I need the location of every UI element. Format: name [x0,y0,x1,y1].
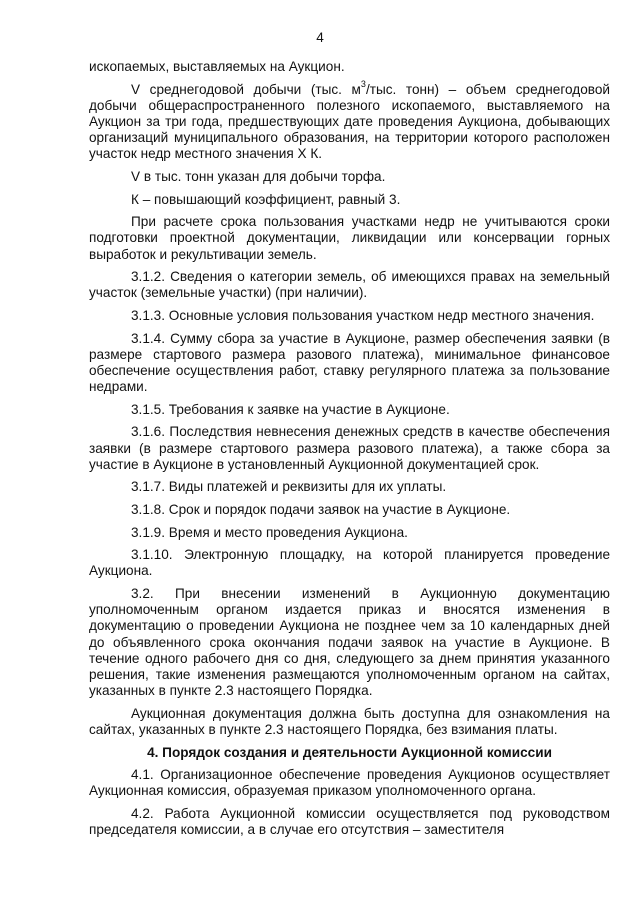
paragraph: 4.2. Работа Аукционной комиссии осуществляется под руководством председателя комиссии, а в случае его отсутствия – заместителя [89,805,610,837]
paragraph: ископаемых, выставляемых на Аукцион. [89,59,345,74]
paragraph: 3.1.10. Электронную площадку, на которой планируется проведение Аукциона. [89,547,610,579]
paragraph: V в тыс. тонн указан для добычи торфа. [131,169,386,184]
section-heading: 4. Порядок создания и деятельности Аукционной комиссии [147,744,552,760]
paragraph: 3.1.9. Время и место проведения Аукциона. [131,524,408,540]
paragraph: 3.1.5. Требования к заявке на участие в Аукционе. [131,401,450,417]
paragraph: 3.2. При внесении изменений в Аукционную документацию уполномоченным органом издается приказ и вносятся изменения в документацию о проведении Аукциона не позднее чем за 10 календарных дней до объявленного срока окончания подачи заявок на участие в Аукционе. В течение одного рабочего дня со дня, следующего за днем принятия указанного решения, такие изменения размещаются уполномоченным органом на сайтах, указанных в пункте 2.3 настоящего Порядка. [89,585,610,699]
paragraph: 3.1.8. Срок и порядок подачи заявок на участие в Аукционе. [131,501,511,517]
document-body [89,59,610,844]
superscript: 3 [360,79,366,90]
paragraph-formula-definition [89,79,610,163]
page-number: 4 [316,30,324,45]
paragraph: Аукционная документация должна быть доступна для ознакомления на сайтах, указанных в пункте 2.3 настоящего Порядка, без взимания платы. [89,705,610,737]
paragraph: 3.1.6. Последствия невнесения денежных средств в качестве обеспечения заявки (в размере стартового размера разового платежа), а также сбора за участие в Аукционе в установленный Аукционной документацией срок. [89,424,610,472]
paragraph: 4.1. Организационное обеспечение проведения Аукционов осуществляет Аукционная комиссия, образуемая приказом уполномоченного органа. [89,766,610,798]
paragraph: К – повышающий коэффициент, равный 3. [131,191,401,207]
paragraph: 3.1.4. Сумму сбора за участие в Аукционе, размер обеспечения заявки (в размере стартового размера разового платежа), минимальное финансовое обеспечение осуществления работ, ставку регулярного платежа за пользование недрами. [89,330,610,395]
paragraph: 3.1.7. Виды платежей и реквизиты для их уплаты. [131,479,447,495]
paragraph-text-end: /тыс. тонн) – объем среднегодовой добычи общераспространенного полезного ископаемого, выставляемого на Аукцион за три года, предшествующих дате проведения Аукциона, добывающих организаций муниципального образования, на территории которого расположен участок недр местного значения Х К. [89,81,610,162]
paragraph: 3.1.3. Основные условия пользования участком недр местного значения. [131,307,595,323]
paragraph-text-start: V среднегодовой добычи (тыс. м [131,81,361,97]
paragraph: При расчете срока пользования участками недр не учитываются сроки подготовки проектной документации, ликвидации или консервации горных выработок и рекультивации земель. [89,214,610,262]
paragraph: 3.1.2. Сведения о категории земель, об имеющихся правах на земельный участок (земельные участки) (при наличии). [89,269,610,301]
